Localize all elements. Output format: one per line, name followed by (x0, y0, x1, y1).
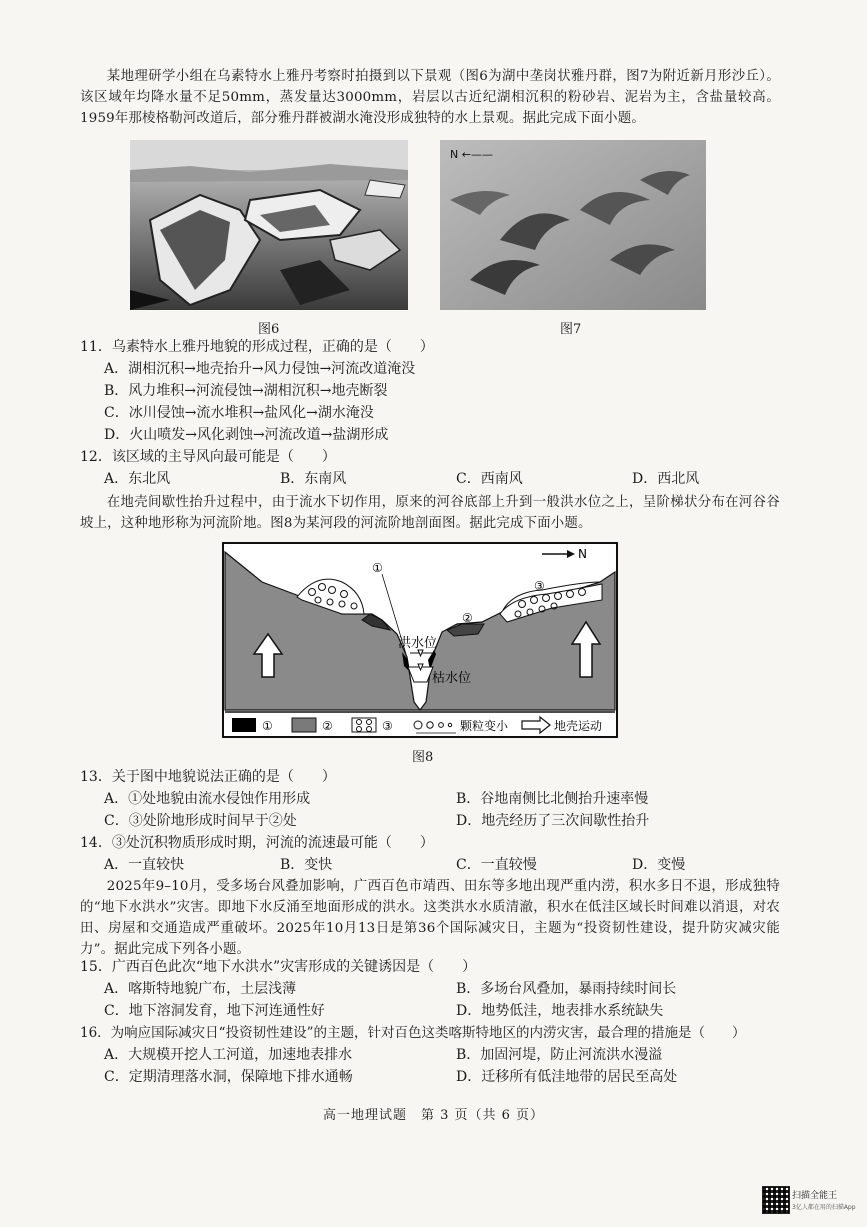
q13-option-d: D．地壳经历了三次间歇性抬升 (456, 813, 650, 829)
q14-stem: 14．③处沉积物质形成时期，河流的流速最可能（ ） (80, 835, 434, 851)
q15-stem: 15．广西百色此次“地下水洪水”灾害形成的关键诱因是（ ） (80, 959, 477, 975)
fig8-dry-level-label: 枯水位 (432, 671, 472, 686)
q12-option-d: D．西北风 (632, 471, 700, 487)
q13-stem: 13．关于图中地貌说法正确的是（ ） (80, 769, 336, 785)
legend-crustal-movement: 地壳运动 (554, 719, 603, 733)
q12-option-a: A．东北风 (104, 471, 171, 487)
q13-option-b: B．谷地南侧比北侧抬升速率慢 (456, 791, 649, 807)
q14-option-a: A．一直较快 (104, 857, 185, 873)
q13-option-a: A．①处地貌由流水侵蚀作用形成 (104, 791, 311, 807)
q12-option-b: B．东南风 (280, 471, 347, 487)
intro-paragraph-3: 2025年9–10月，受多场台风叠加影响，广西百色市靖西、田东等多地出现严重内涝，积水多日不退，形成独特的“地下水洪水”灾害。即地下水反涌至地面形成的洪水。这类洪水水质清澈，积水在低洼区域长时间难以消退，对农田、房屋和交通造成严重破坏。2025年10月13日是第36个国际减灾日，主题为“投资韧性建设，提升防灾减灾能力”。据此完成下列各小题。 (80, 879, 780, 957)
q13-option-c: C．③处阶地形成时间早于②处 (104, 813, 297, 829)
q12-option-c: C．西南风 (456, 471, 523, 487)
north-arrow-icon: ←—— (461, 148, 493, 161)
q12-stem: 12．该区域的主导风向最可能是（ ） (80, 449, 336, 465)
q16-stem: 16．为响应国际减灾日“投资韧性建设”的主题，针对百色这类喀斯特地区的内涝灾害，最合理的措施是（ ） (80, 1025, 746, 1041)
q15-option-b: B．多场台风叠加，暴雨持续时间长 (456, 981, 677, 997)
scanner-app-label: 扫描全能王 (792, 1191, 838, 1201)
intro-paragraph-2: 在地壳间歇性抬升过程中，由于流水下切作用，原来的河谷底部上升到一般洪水位之上，呈阶梯状分布在河谷谷坡上，这种地形称为河流阶地。图8为某河段的河流阶地剖面图。据此完成下面小题。 (80, 495, 780, 531)
fig6-yardang-photo (130, 140, 408, 310)
qr-code-icon (762, 1186, 790, 1214)
q16-option-b: B．加固河堤，防止河流洪水漫溢 (456, 1047, 663, 1063)
fig7-caption: 图7 (560, 322, 582, 337)
q15-option-a: A．喀斯特地貌广布，土层浅薄 (104, 981, 297, 997)
fig8-marker-3: ③ (534, 579, 545, 593)
q15-option-d: D．地势低洼，地表排水系统缺失 (456, 1003, 664, 1019)
legend-label-1: ① (262, 719, 273, 733)
fig7-north-label: N (450, 148, 459, 161)
legend-grain-size: 颗粒变小 (460, 719, 509, 733)
q14-option-d: D．变慢 (632, 857, 686, 873)
fig8-flood-level-label: 洪水位 (398, 636, 438, 651)
q16-option-a: A．大规模开挖人工河道，加速地表排水 (104, 1047, 353, 1063)
fig8-marker-2: ② (462, 611, 473, 625)
q11-option-d: D．火山喷发→风化剥蚀→河流改道→盐湖形成 (104, 427, 389, 443)
fig8-marker-1: ① (372, 561, 383, 575)
q11-option-a: A．湖相沉积→地壳抬升→风力侵蚀→河流改道淹没 (104, 361, 416, 377)
q14-option-b: B．变快 (280, 857, 333, 873)
legend-label-2: ② (322, 719, 333, 733)
fig6-caption: 图6 (258, 322, 280, 337)
q14-option-c: C．一直较慢 (456, 857, 537, 873)
legend-label-3: ③ (382, 719, 393, 733)
q11-option-c: C．冰川侵蚀→流水堆积→盐风化→湖水淹没 (104, 405, 374, 421)
q15-option-c: C．地下溶洞发育，地下河连通性好 (104, 1003, 325, 1019)
q11-stem: 11．乌素特水上雅丹地貌的形成过程，正确的是（ ） (80, 339, 434, 355)
intro-paragraph-1: 某地理研学小组在乌素特水上雅丹考察时拍摄到以下景观（图6为湖中垄岗状雅丹群，图7为附近新月形沙丘）。该区域年均降水量不足50mm，蒸发量达3000mm，岩层以古近纪湖相沉积的粉砂岩、泥岩为主，含盐量较高。1959年那棱格勒河改道后，部分雅丹群被湖水淹没形成独特的水上景观。据此完成下面小题。 (80, 69, 780, 126)
scanner-app-sublabel: 3亿人都在用的扫描App (792, 1204, 856, 1211)
fig8-caption: 图8 (412, 750, 434, 765)
q16-option-d: D．迁移所有低洼地带的居民至高处 (456, 1069, 678, 1085)
q11-option-b: B．风力堆积→河流侵蚀→湖相沉积→地壳断裂 (104, 383, 388, 399)
fig7-dune-photo (440, 140, 706, 310)
page-footer: 高一地理试题 第 3 页（共 6 页） (322, 1108, 545, 1123)
fig8-terrace-diagram (222, 542, 618, 742)
q16-option-c: C．定期清理落水洞，保障地下排水通畅 (104, 1069, 353, 1085)
fig8-north-label: N (578, 547, 587, 561)
